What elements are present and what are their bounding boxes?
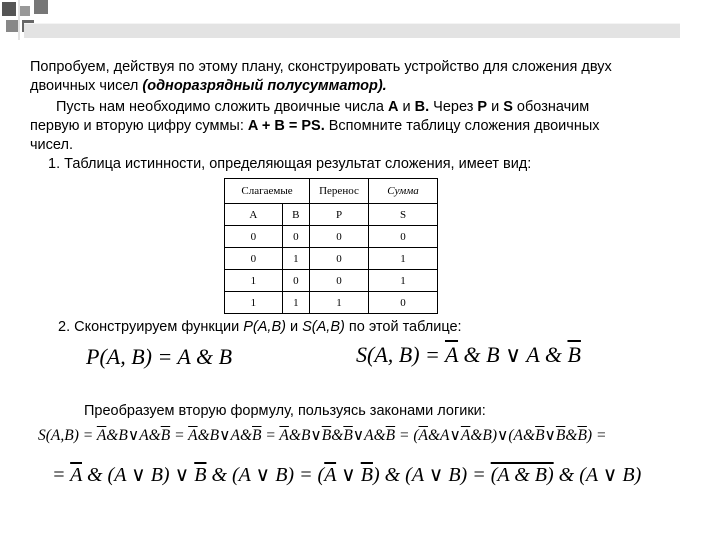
text-line: первую и вторую цифру суммы:: [30, 118, 248, 134]
formula-s-lhs: S(A, B) =: [356, 342, 440, 367]
table-cell: A: [225, 204, 283, 226]
formula-p-text: P(A, B) = A & B: [86, 344, 233, 369]
table-cell: 0: [310, 270, 369, 292]
formula-transform-lhs: S(A,B) =: [38, 427, 94, 444]
truth-table: [224, 178, 438, 314]
table-cell: P: [310, 204, 369, 226]
table-cell: 0: [369, 226, 438, 248]
text-line: двоичных чисел: [30, 78, 143, 94]
text-line: Попробуем, действуя по этому плану, сконструировать устройство для сложения двух: [30, 59, 612, 75]
header-sum: Сумма: [369, 179, 438, 204]
function-s: S(A,B): [302, 319, 345, 335]
var-b: B.: [414, 99, 430, 115]
header-carry: Перенос: [310, 179, 369, 204]
text-line: 1. Таблица истинности, определяющая результат сложения, имеет вид:: [48, 156, 532, 172]
text-line: 2. Сконструируем функции: [58, 319, 244, 335]
text-line: Вспомните таблицу сложения двоичных: [324, 118, 600, 134]
table-cell: 0: [310, 226, 369, 248]
table-cell: B: [282, 204, 309, 226]
formula-p: [86, 344, 232, 370]
formula-transform-line-1: $S(A,B) = \overline{A}\&B\vee A\&\overline{B}$ = $\overline{A}\&B\vee A\&\overline{B}$ = $\overline{A}\&B\vee\overline{B}\&\overline{B}\vee A\&\overline{B}$ = $(\overline{A}\&A\vee\overline{A}\&B)\vee(A\&\overline{B}\vee\overline{B}\&\overline{B})$ =: [38, 427, 607, 444]
table-cell: 0: [310, 248, 369, 270]
paragraph-functions: [58, 318, 718, 337]
paragraph-transform: [84, 402, 720, 421]
table-row: [225, 226, 438, 248]
text-line: по этой таблице:: [344, 319, 462, 335]
table-cell: 1: [369, 270, 438, 292]
table-cell: S: [369, 204, 438, 226]
formula-transform-lead: =: [52, 464, 71, 486]
table-row: [225, 270, 438, 292]
table-cell: 0: [282, 226, 309, 248]
table-cell: 1: [225, 270, 283, 292]
text-line: и: [487, 99, 504, 115]
paragraph-intro: [30, 58, 690, 96]
function-p: P(A,B): [243, 319, 286, 335]
table-cell: 1: [282, 292, 309, 314]
var-s: S: [503, 99, 513, 115]
text-line: чисел.: [30, 137, 73, 153]
text-line: и: [398, 99, 415, 115]
var-a: A: [387, 99, 399, 115]
table-cell: 0: [225, 248, 283, 270]
table-cell: 0: [225, 226, 283, 248]
header-addends: Слагаемые: [225, 179, 310, 204]
table-subheader-row: [225, 204, 438, 226]
text-line: Пусть нам необходимо сложить двоичные числа: [56, 99, 388, 115]
table-cell: 0: [282, 270, 309, 292]
var-p: P: [477, 99, 488, 115]
table-row: [225, 248, 438, 270]
text-line: и: [285, 319, 303, 335]
table-cell: 1: [369, 248, 438, 270]
table-header-row: [225, 179, 438, 204]
text-line: обозначим: [512, 99, 590, 115]
text-line: Преобразуем вторую формулу, пользуясь законами логики:: [84, 403, 486, 419]
formula-s: S(A, $B) = \overline{A}$ & B ∨ A & $\overline{B}$: [356, 342, 581, 367]
formula-transform-line-2: = $\overline{A}$ & (A ∨ B) ∨ $\overline{B}$ & (A ∨ $B) = (\overline{A}$ ∨ $\overline{B}$) & (A ∨ B) = (A & B) & (A ∨ B): [52, 464, 642, 486]
term-half-adder: (одноразрядный полусумматор).: [142, 78, 387, 94]
paragraph-task: [30, 98, 690, 174]
slide-header-bar: [24, 23, 680, 38]
table-cell: 1: [282, 248, 309, 270]
table-cell: 1: [310, 292, 369, 314]
sum-equation: A + B = PS.: [247, 118, 325, 134]
text-line: Через: [429, 99, 478, 115]
table-cell: 0: [369, 292, 438, 314]
table-cell: 1: [225, 292, 283, 314]
table-row: [225, 292, 438, 314]
